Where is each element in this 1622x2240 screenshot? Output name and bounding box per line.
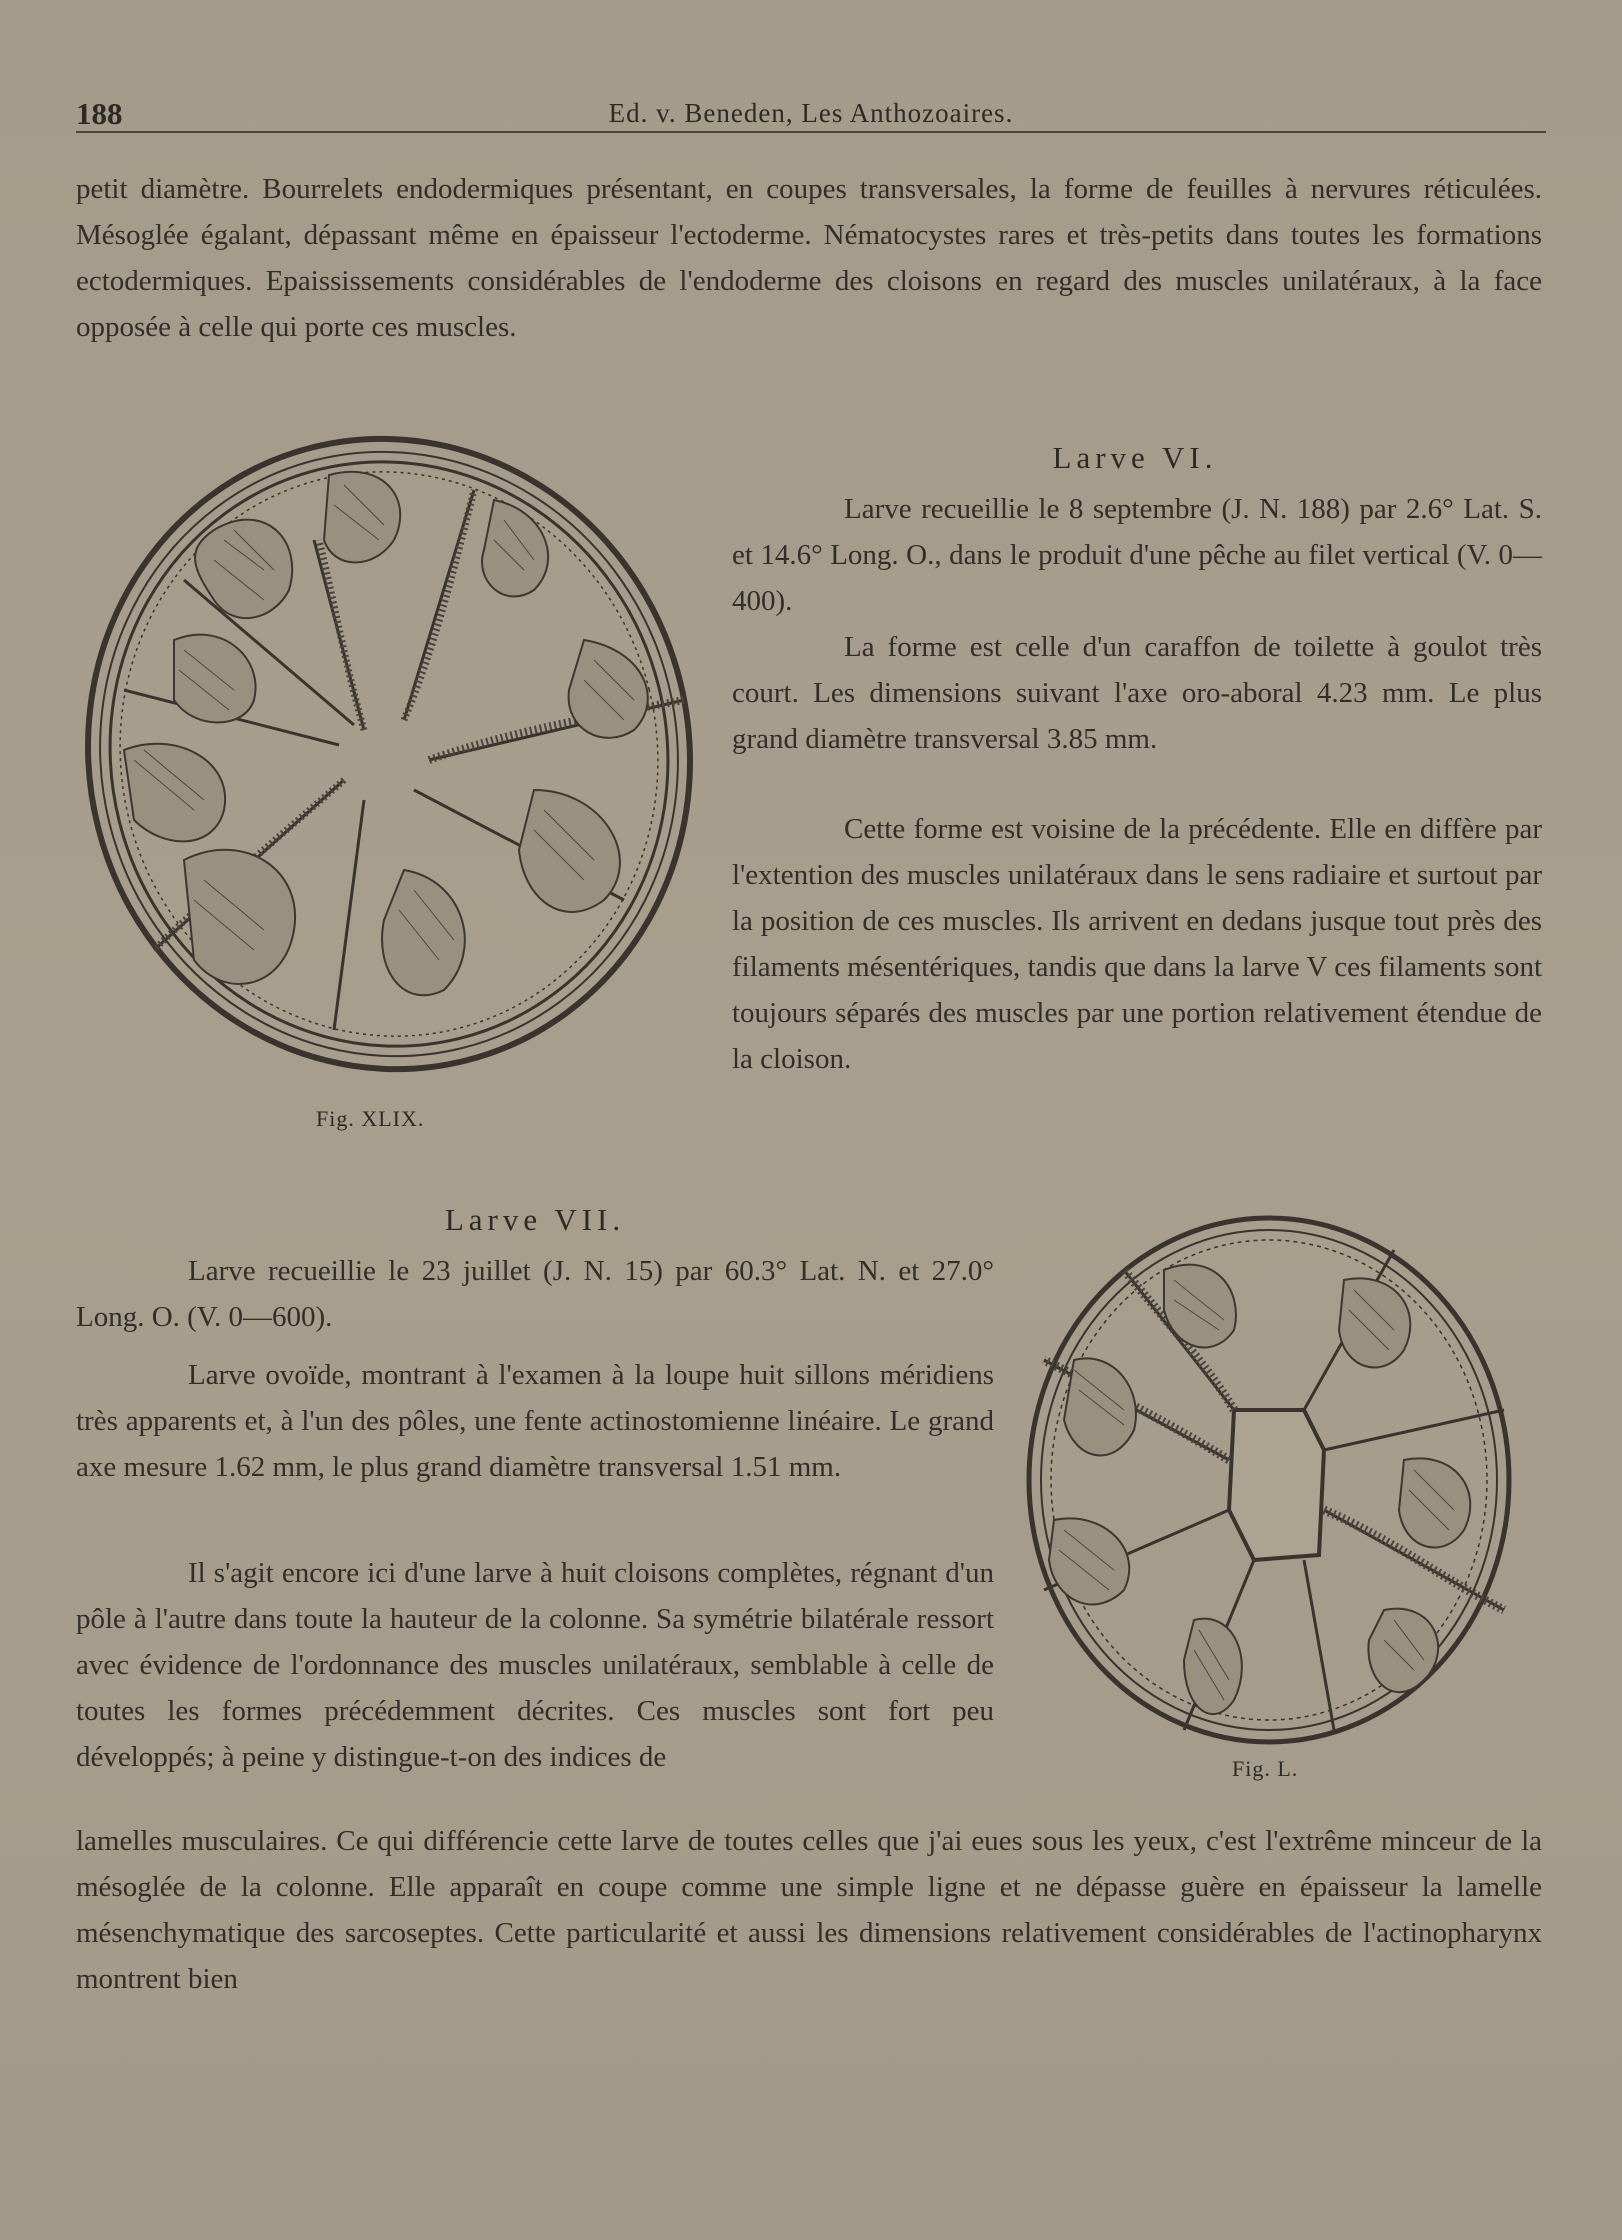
larve-vi-heading: Larve VI.: [1052, 440, 1218, 475]
intro-paragraph: petit diamètre. Bourrelets endodermiques présentant, en coupes transversales, la forme de feuilles à nervures réticulées. Mésoglée égalant, dépassant même en épaisseur l'ectoderme. Nématocystes rares et très-petits dans toutes les formations ectodermiques. Epaississements considérables de l'endoderme des cloisons en regard des muscles unilatéraux, à la face opposée à celle qui porte ces muscles.: [76, 173, 1542, 343]
running-title: Ed. v. Beneden, Les Anthozoaires.: [608, 98, 1014, 128]
figure-xlix: [64, 430, 724, 1090]
larve-vi-paragraph-1: Larve recueillie le 8 septembre (J. N. 188) par 2.6° Lat. S. et 14.6° Long. O., dans le produit d'une pêche au filet vertical (V. 0—400).: [732, 493, 1542, 617]
larve-vii-paragraph-2: Larve ovoïde, montrant à l'examen à la loupe huit sillons méridiens très apparents et, à l'un des pôles, une fente actinostomienne linéaire. Le grand axe mesure 1.62 mm, le plus grand diamètre transversal 1.51 mm.: [76, 1359, 994, 1483]
figure-l-caption: Fig. L.: [1232, 1756, 1299, 1781]
larve-vii-paragraph-1: Larve recueillie le 23 juillet (J. N. 15) par 60.3° Lat. N. et 27.0° Long. O. (V. 0—600).: [76, 1255, 994, 1333]
figure-xlix-caption: Fig. XLIX.: [316, 1106, 425, 1131]
larve-vii-heading: Larve VII.: [444, 1202, 626, 1237]
larve-vii-paragraph-3-wide: lamelles musculaires. Ce qui différencie cette larve de toutes celles que j'ai eues sous les yeux, c'est l'extrême minceur de la mésoglée de la colonne. Elle apparaît en coupe comme une simple ligne et ne dépasse guère en épaisseur la lamelle mésenchymatique des sarcoseptes. Cette particularité et aussi les dimensions relativement considérables de l'actinopharynx montrent bien: [76, 1825, 1542, 1995]
page-number: 188: [76, 96, 123, 131]
larve-vi-paragraph-3: Cette forme est voisine de la précédente. Elle en diffère par l'extention des muscles unilatéraux dans le sens radiaire et surtout par la position de ces muscles. Ils arrivent en dedans jusque tout près des filaments mésentériques, tandis que dans la larve V ces filaments sont toujours séparés des muscles par une portion relativement étendue de la cloison.: [732, 813, 1542, 1075]
header-rule: [76, 131, 1546, 133]
larve-vii-paragraph-3-narrow: Il s'agit encore ici d'une larve à huit cloisons complètes, régnant d'un pôle à l'autre dans toute la hauteur de la colonne. Sa symétrie bilatérale ressort avec évidence de l'ordonnance des muscles unilatéraux, semblable à celle de toutes les formes précédemment décrites. Ces muscles sont fort peu développés; à peine y distingue-t-on des indices de: [76, 1557, 994, 1773]
larve-vi-paragraph-2: La forme est celle d'un caraffon de toilette à goulot très court. Les dimensions suivant l'axe oro-aboral 4.23 mm. Le plus grand diamètre transversal 3.85 mm.: [732, 631, 1542, 755]
figure-l: [1004, 1210, 1524, 1760]
